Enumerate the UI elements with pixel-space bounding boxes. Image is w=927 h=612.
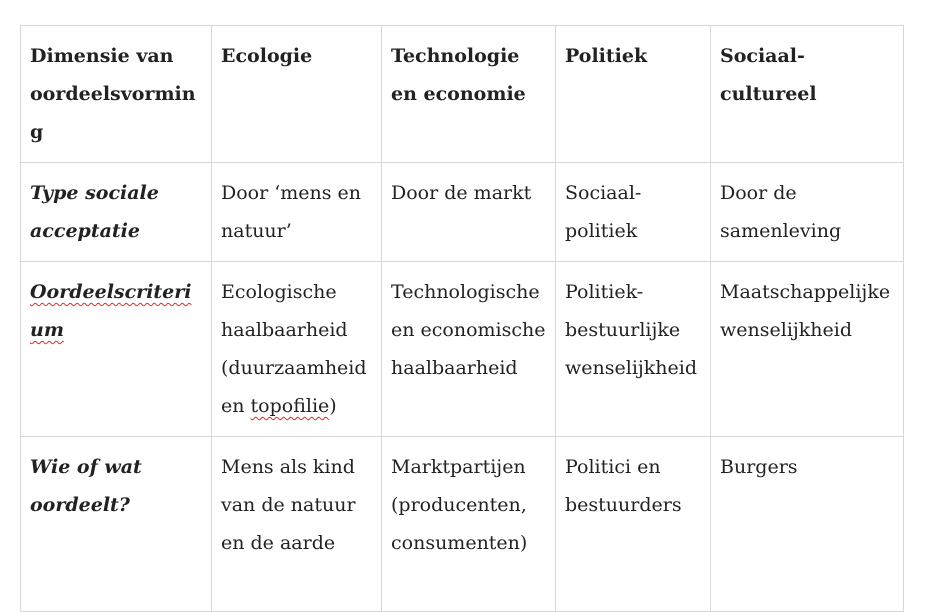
header-cell-technologie: Technologie en economie — [382, 26, 556, 163]
header-cell-ecologie: Ecologie — [212, 26, 382, 163]
table-cell: Marktpartijen (producenten, consumenten) — [382, 437, 556, 612]
table-cell: Politici en bestuurders — [556, 437, 711, 612]
table-row — [21, 262, 904, 437]
row-label-oordeelscriterium — [21, 262, 212, 437]
table-row — [21, 437, 904, 612]
table-cell: Sociaal-politiek — [556, 163, 711, 262]
header-cell-politiek: Politiek — [556, 26, 711, 163]
header-row — [21, 26, 904, 163]
row-label-wie-of-wat-oordeelt: Wie of wat oordeelt? — [21, 437, 212, 612]
table-cell: Door ‘mens en natuur’ — [212, 163, 382, 262]
row-label-type-sociale-acceptatie: Type sociale acceptatie — [21, 163, 212, 262]
spellcheck-flagged-word[interactable]: Oordeelscriterium — [30, 281, 192, 341]
table-cell: Door de samenleving — [711, 163, 904, 262]
cell-text: ) — [329, 395, 337, 417]
comparison-table — [20, 25, 904, 612]
table-cell: Politiek-bestuurlijke wenselijkheid — [556, 262, 711, 437]
table-cell: Burgers — [711, 437, 904, 612]
cell-text: Ecologische haalbaarheid (duurzaamheid en — [221, 281, 367, 417]
spellcheck-flagged-word[interactable]: topofilie — [250, 395, 330, 417]
table-cell: Mens als kind van de natuur en de aarde — [212, 437, 382, 612]
header-cell-sociaal-cultureel: Sociaal-cultureel — [711, 26, 904, 163]
table-cell — [212, 262, 382, 437]
table-cell: Door de markt — [382, 163, 556, 262]
table-cell: Maatschappelijke wenselijkheid — [711, 262, 904, 437]
header-cell-dimension: Dimensie van oordeelsvorming — [21, 26, 212, 163]
table-row — [21, 163, 904, 262]
table-cell: Technologische en economische haalbaarheid — [382, 262, 556, 437]
